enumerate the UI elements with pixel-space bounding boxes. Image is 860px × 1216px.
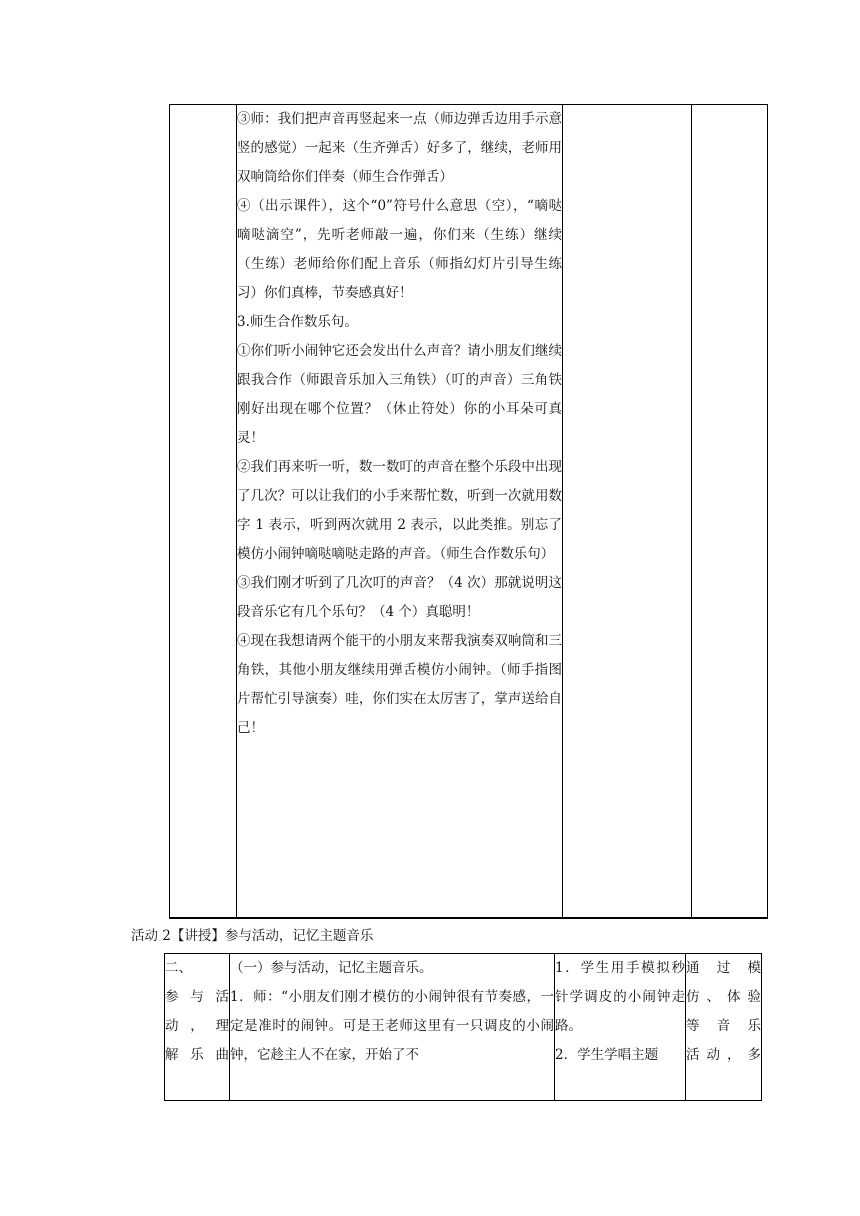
teacher-activity-cell (237, 105, 563, 918)
intent-line: 通过模 (686, 960, 761, 976)
paragraph: （一）参与活动，记忆主题音乐。 (230, 960, 433, 976)
stage-line: 二、 (165, 960, 192, 976)
paragraph: 2．学生学唱主题 (555, 1047, 659, 1063)
paragraph: 1．学生用手模拟秒针学调皮的小闹钟走路。 (555, 960, 685, 1034)
paragraph: ④（出示课件），这个“0”符号什么意思（空），“嘀哒嘀哒滴空”，先听老师敲一遍，你们来（生练）继续（生练）老师给你们配上音乐（师指幻灯片引导生练习）你们真棒，节奏感真好！ (237, 198, 562, 301)
paragraph: 1．师：“小朋友们刚才模仿的小闹钟很有节奏感，一定是准时的闹钟。可是王老师这里有一只调皮的小闹钟，它趁主人不在家，开始了不 (230, 989, 554, 1063)
paragraph: ④现在我想请两个能干的小朋友来帮我演奏双响筒和三角铁，其他小朋友继续用弹舌模仿小闹钟。（师手指图片帮忙引导演奏）哇，你们实在太厉害了，掌声送给自己！ (237, 633, 562, 736)
teacher-activity-cell (230, 954, 555, 1101)
lesson-plan-table-continued (169, 104, 768, 919)
stage-cell-empty (170, 105, 237, 918)
activity-heading: 活动 2【讲授】参与活动，记忆主题音乐 (131, 928, 374, 944)
stage-line: 解乐曲 (165, 1047, 229, 1063)
intent-line: 等音乐 (686, 1018, 761, 1034)
design-intent-cell (686, 954, 762, 1101)
lesson-plan-table-activity-2 (164, 953, 762, 1101)
paragraph: ③师：我们把声音再竖起来一点（师边弹舌边用手示意竖的感觉）一起来（生齐弹舌）好多了，继续，老师用双响筒给你们伴奏（师生合作弹舌） (237, 111, 562, 185)
paragraph: 3.师生合作数乐句。 (237, 314, 358, 330)
paragraph: ③我们刚才听到了几次叮的声音？（4 次）那就说明这段音乐它有几个乐句？（4 个）真聪明！ (237, 575, 562, 620)
paragraph: ②我们再来听一听，数一数叮的声音在整个乐段中出现了几次？可以让我们的小手来帮忙数，听到一次就用数字 1 表示，听到两次就用 2 表示，以此类推。别忘了模仿小闹钟嘀哒嘀哒走路的声音。（师生合作数乐句） (237, 459, 562, 562)
intent-line: 活动，多 (686, 1047, 761, 1063)
stage-line: 参与活 (165, 989, 229, 1005)
student-activity-cell (555, 954, 686, 1101)
stage-line: 动，理 (165, 1018, 229, 1034)
paragraph: ①你们听小闹钟它还会发出什么声音？请小朋友们继续跟我合作（师跟音乐加入三角铁）（叮的声音）三角铁刚好出现在哪个位置？（休止符处）你的小耳朵可真灵！ (237, 343, 562, 446)
intent-line: 仿、体验 (686, 989, 761, 1005)
stage-cell (165, 954, 230, 1101)
student-activity-cell-empty (563, 105, 692, 918)
design-intent-cell-empty (692, 105, 768, 918)
